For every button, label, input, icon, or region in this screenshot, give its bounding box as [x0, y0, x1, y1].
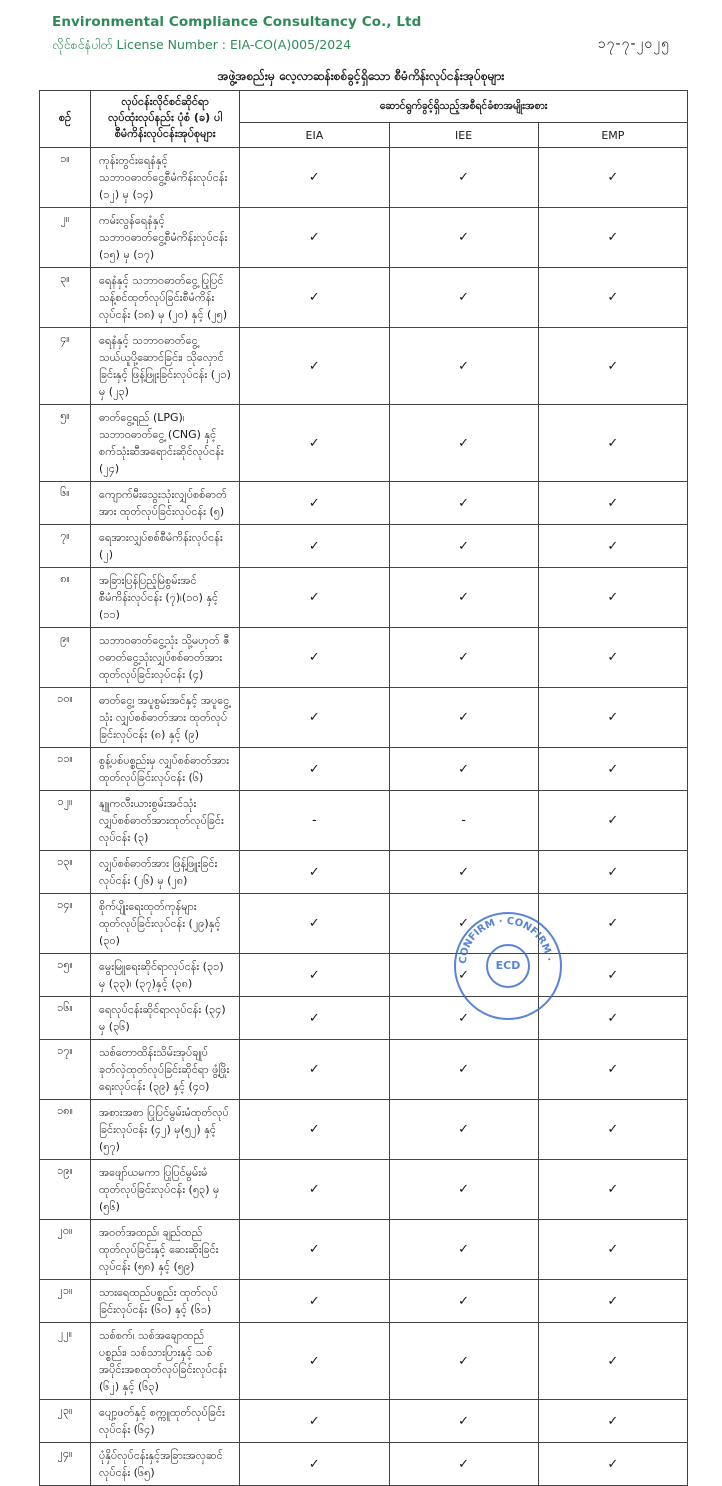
- row-number: ၆။: [40, 482, 91, 525]
- row-description: အစားအစာ ပြုပြင်မွမ်းမံထုတ်လုပ်ခြင်းလုပ်ငန်း (၄၂) မှ(၅၂) နှင့် (၅၇): [91, 1100, 240, 1160]
- table-row: [40, 1040, 688, 1100]
- row-description: ရေအားလျှပ်စစ်စီမံကိန်းလုပ်ငန်း (၂): [91, 525, 240, 568]
- table-row: [40, 208, 688, 268]
- company-name: Environmental Compliance Consultancy Co., Ltd: [52, 14, 422, 30]
- emp-mark: ✓: [538, 894, 687, 954]
- iee-mark: ✓: [389, 568, 538, 628]
- emp-mark: ✓: [538, 628, 687, 688]
- table-row: [40, 851, 688, 894]
- row-description: ဓာတ်ငွေ့ရည် (LPG)၊ သဘာဝဓာတ်ငွေ့ (CNG) နှင့် စက်သုံးဆီအရောင်းဆိုင်လုပ်ငန်း (၂၄): [91, 405, 240, 482]
- row-number: ၁၉။: [40, 1160, 91, 1220]
- emp-mark: ✓: [538, 568, 687, 628]
- col-header-emp: EMP: [538, 123, 687, 148]
- table-row: [40, 568, 688, 628]
- iee-mark: ✓: [389, 748, 538, 791]
- project-groups-table: [39, 90, 688, 1486]
- row-description: အဖျော်ယမကာ ပြုပြင်မွမ်းမံထုတ်လုပ်ခြင်းလုပ်ငန်း (၅၃) မှ (၅၆): [91, 1160, 240, 1220]
- eia-mark: ✓: [240, 1280, 389, 1323]
- eia-mark: ✓: [240, 954, 389, 997]
- iee-mark: ✓: [389, 1280, 538, 1323]
- row-description: ရေနံနှင့် သဘာဝဓာတ်ငွေ့ သယ်ယူပို့ဆောင်ခြင်း၊ သိုလှောင်ခြင်းနှင့် ဖြန့်ဖြူးခြင်းလုပ်ငန်း (၂၁) မှ (၂၃): [91, 328, 240, 405]
- document-date: ၁၇-၇-၂၀၂၅: [597, 36, 670, 52]
- emp-mark: ✓: [538, 1220, 687, 1280]
- table-row: [40, 1160, 688, 1220]
- eia-mark: ✓: [240, 1160, 389, 1220]
- emp-mark: ✓: [538, 997, 687, 1040]
- row-number: ၂၀။: [40, 1220, 91, 1280]
- iee-mark: ✓: [389, 268, 538, 328]
- col-header-no: စဉ်: [40, 91, 91, 148]
- row-number: ၁။: [40, 148, 91, 208]
- row-number: ၂၄။: [40, 1443, 91, 1486]
- table-row: [40, 148, 688, 208]
- row-number: ၂၂။: [40, 1323, 91, 1400]
- row-number: ၈။: [40, 568, 91, 628]
- row-number: ၁၇။: [40, 1040, 91, 1100]
- row-number: ၂၁။: [40, 1280, 91, 1323]
- table-row: [40, 894, 688, 954]
- eia-mark: ✓: [240, 208, 389, 268]
- emp-mark: ✓: [538, 1323, 687, 1400]
- iee-mark: ✓: [389, 1400, 538, 1443]
- row-number: ၁၈။: [40, 1100, 91, 1160]
- license-number: လိုင်စင်နံပါတ် License Number : EIA-CO(A)005/2024: [52, 37, 352, 52]
- table-row: [40, 1280, 688, 1323]
- document-title: အဖွဲ့အစည်းမှ လေ့လာဆန်းစစ်ခွင့်ရှိသော စီမံကိန်းလုပ်ငန်းအုပ်စုများ: [217, 69, 505, 83]
- table-row: [40, 405, 688, 482]
- row-description: ဓာတ်ငွေ့၊ အပူစွမ်းအင်နှင့် အပူငွေ့သုံး လျှပ်စစ်ဓာတ်အား ထုတ်လုပ်ခြင်းလုပ်ငန်း (၈) နှင့် (၉): [91, 688, 240, 748]
- iee-mark: ✓: [389, 997, 538, 1040]
- eia-mark: ✓: [240, 405, 389, 482]
- col-header-iee: IEE: [389, 123, 538, 148]
- eia-mark: ✓: [240, 148, 389, 208]
- iee-mark: ✓: [389, 688, 538, 748]
- row-number: ၁၁။: [40, 748, 91, 791]
- emp-mark: ✓: [538, 268, 687, 328]
- emp-mark: ✓: [538, 1443, 687, 1486]
- letterhead: [52, 14, 421, 56]
- eia-mark: ✓: [240, 268, 389, 328]
- row-description: သဘာဝဓာတ်ငွေ့သုံး သို့မဟုတ် ဇီဝဓာတ်ငွေ့သုံးလျှပ်စစ်ဓာတ်အား ထုတ်လုပ်ခြင်းလုပ်ငန်း (၄): [91, 628, 240, 688]
- emp-mark: ✓: [538, 148, 687, 208]
- row-number: ၃။: [40, 268, 91, 328]
- row-description: ပျော့ဖတ်နှင့် စက္ကူထုတ်လုပ်ခြင်းလုပ်ငန်း (၆၄): [91, 1400, 240, 1443]
- table-row: [40, 1220, 688, 1280]
- table-row: [40, 997, 688, 1040]
- table-row: [40, 1323, 688, 1400]
- row-description: အခြားပြန်ပြည့်မြဲစွမ်းအင် စီမံကိန်းလုပ်ငန်း (၇)၊(၁၀) နှင့် (၁၁): [91, 568, 240, 628]
- row-number: ၁၆။: [40, 997, 91, 1040]
- iee-mark: ✓: [389, 1100, 538, 1160]
- row-description: နျူကလီးယားစွမ်းအင်သုံးလျှပ်စစ်ဓာတ်အားထုတ်လုပ်ခြင်းလုပ်ငန်း (၃): [91, 791, 240, 851]
- row-number: ၁၅။: [40, 954, 91, 997]
- row-description: ပုံနှိပ်လုပ်ငန်းနှင့်အခြားအလှဆင်လုပ်ငန်း (၆၅): [91, 1443, 240, 1486]
- eia-mark: ✓: [240, 1400, 389, 1443]
- eia-mark: ✓: [240, 482, 389, 525]
- row-description: မွေးမြူရေးဆိုင်ရာလုပ်ငန်း (၃၁) မှ (၃၃)၊ (၃၇)နှင့် (၃၈): [91, 954, 240, 997]
- eia-mark: ✓: [240, 997, 389, 1040]
- row-number: ၁၃။: [40, 851, 91, 894]
- table-body: [40, 148, 688, 1486]
- iee-mark: ✓: [389, 328, 538, 405]
- emp-mark: ✓: [538, 405, 687, 482]
- row-number: ၂၃။: [40, 1400, 91, 1443]
- emp-mark: ✓: [538, 851, 687, 894]
- iee-mark: ✓: [389, 482, 538, 525]
- col-header-description: လုပ်ငန်းလိုင်စင်ဆိုင်ရာလုပ်ထုံးလုပ်နည်း ပုံစံ (ခ) ပါ စီမံကိန်းလုပ်ငန်းအုပ်စုများ: [91, 91, 240, 148]
- table-row: [40, 748, 688, 791]
- row-description: သားရေထည်ပစ္စည်း ထုတ်လုပ်ခြင်းလုပ်ငန်း (၆၀) နှင့် (၆၁): [91, 1280, 240, 1323]
- iee-mark: ✓: [389, 1220, 538, 1280]
- row-description: သစ်တောထိန်းသိမ်းအုပ်ချုပ်ခုတ်လှဲထုတ်လုပ်ခြင်းဆိုင်ရာ ဖွံ့ဖြိုးရေးလုပ်ငန်း (၃၉) နှင့် (၄၀): [91, 1040, 240, 1100]
- table-row: [40, 482, 688, 525]
- eia-mark: ✓: [240, 688, 389, 748]
- row-description: ကုန်းတွင်းရေနံနှင့် သဘာဝဓာတ်ငွေ့စီမံကိန်းလုပ်ငန်း (၁၂) မှ (၁၄): [91, 148, 240, 208]
- emp-mark: ✓: [538, 208, 687, 268]
- row-number: ၁၄။: [40, 894, 91, 954]
- table-row: [40, 1100, 688, 1160]
- row-number: ၄။: [40, 328, 91, 405]
- stamp-ring-text: CONFIRM · CONFIRM ·: [457, 915, 554, 965]
- eia-mark: -: [240, 791, 389, 851]
- iee-mark: ✓: [389, 525, 538, 568]
- eia-mark: ✓: [240, 894, 389, 954]
- row-description: စွန့်ပစ်ပစ္စည်းမှ လျှပ်စစ်ဓာတ်အား ထုတ်လုပ်ခြင်းလုပ်ငန်း (၆): [91, 748, 240, 791]
- row-description: ရေလုပ်ငန်းဆိုင်ရာလုပ်ငန်း (၃၄) မှ (၃၆): [91, 997, 240, 1040]
- row-description: စိုက်ပျိုးရေးထုတ်ကုန်များ ထုတ်လုပ်ခြင်းလုပ်ငန်း (၂၉)နှင့် (၃၀): [91, 894, 240, 954]
- row-description: သစ်စက်၊ သစ်အချောထည်ပစ္စည်း၊ သစ်သားပြားနှင့် သစ်အပိုင်းအစထုတ်လုပ်ခြင်းလုပ်ငန်း (၆၂) နှင့် (၆၃): [91, 1323, 240, 1400]
- table-row: [40, 954, 688, 997]
- eia-mark: ✓: [240, 628, 389, 688]
- row-description: ကမ်းလွန်ရေနံနှင့် သဘာဝဓာတ်ငွေ့စီမံကိန်းလုပ်ငန်း (၁၅) မှ (၁၇): [91, 208, 240, 268]
- row-number: ၁၂။: [40, 791, 91, 851]
- iee-mark: ✓: [389, 954, 538, 997]
- row-number: ၂။: [40, 208, 91, 268]
- stamp-center-text: ECD: [486, 944, 530, 988]
- iee-mark: ✓: [389, 628, 538, 688]
- iee-mark: ✓: [389, 851, 538, 894]
- table-row: [40, 1400, 688, 1443]
- iee-mark: ✓: [389, 208, 538, 268]
- eia-mark: ✓: [240, 328, 389, 405]
- iee-mark: ✓: [389, 1040, 538, 1100]
- eia-mark: ✓: [240, 851, 389, 894]
- row-number: ၇။: [40, 525, 91, 568]
- eia-mark: ✓: [240, 525, 389, 568]
- emp-mark: ✓: [538, 1040, 687, 1100]
- row-description: ရေနံနှင့် သဘာဝဓာတ်ငွေ့ ပြုပြင်သန့်စင်ထုတ်လုပ်ခြင်းစီမံကိန်းလုပ်ငန်း (၁၈) မှ (၂၀) နှင့် (၂၅): [91, 268, 240, 328]
- eia-mark: ✓: [240, 1220, 389, 1280]
- row-description: အဝတ်အထည်၊ ချည်ထည် ထုတ်လုပ်ခြင်းနှင့် ဆေးဆိုးခြင်းလုပ်ငန်း (၅၈) နှင့် (၅၉): [91, 1220, 240, 1280]
- emp-mark: ✓: [538, 1100, 687, 1160]
- emp-mark: ✓: [538, 1280, 687, 1323]
- iee-mark: ✓: [389, 148, 538, 208]
- table-row: [40, 628, 688, 688]
- eia-mark: ✓: [240, 748, 389, 791]
- emp-mark: ✓: [538, 1400, 687, 1443]
- row-description: လျှပ်စစ်ဓာတ်အား ဖြန့်ဖြူးခြင်းလုပ်ငန်း (၂၆) မှ (၂၈): [91, 851, 240, 894]
- row-description: ကျောက်မီးသွေးသုံးလျှပ်စစ်ဓာတ်အား ထုတ်လုပ်ခြင်းလုပ်ငန်း (၅): [91, 482, 240, 525]
- table-row: [40, 328, 688, 405]
- iee-mark: ✓: [389, 1323, 538, 1400]
- emp-mark: ✓: [538, 791, 687, 851]
- iee-mark: ✓: [389, 1443, 538, 1486]
- iee-mark: ✓: [389, 1160, 538, 1220]
- table-row: [40, 791, 688, 851]
- row-number: ၅။: [40, 405, 91, 482]
- row-number: ၉။: [40, 628, 91, 688]
- table-row: [40, 268, 688, 328]
- row-number: ၁၀။: [40, 688, 91, 748]
- emp-mark: ✓: [538, 954, 687, 997]
- emp-mark: ✓: [538, 1160, 687, 1220]
- eia-mark: ✓: [240, 1323, 389, 1400]
- emp-mark: ✓: [538, 688, 687, 748]
- eia-mark: ✓: [240, 1443, 389, 1486]
- iee-mark: -: [389, 791, 538, 851]
- col-header-eia: EIA: [240, 123, 389, 148]
- eia-mark: ✓: [240, 568, 389, 628]
- iee-mark: ✓: [389, 405, 538, 482]
- col-header-report-type: ဆောင်ရွက်ခွင့်ရှိသည့်အစီရင်ခံစာအမျိုးအစား: [240, 91, 688, 123]
- emp-mark: ✓: [538, 748, 687, 791]
- iee-mark: ✓: [389, 894, 538, 954]
- table-row: [40, 688, 688, 748]
- confirm-stamp: [454, 912, 562, 1020]
- emp-mark: ✓: [538, 482, 687, 525]
- table-row: [40, 1443, 688, 1486]
- emp-mark: ✓: [538, 525, 687, 568]
- emp-mark: ✓: [538, 328, 687, 405]
- eia-mark: ✓: [240, 1040, 389, 1100]
- table-row: [40, 525, 688, 568]
- eia-mark: ✓: [240, 1100, 389, 1160]
